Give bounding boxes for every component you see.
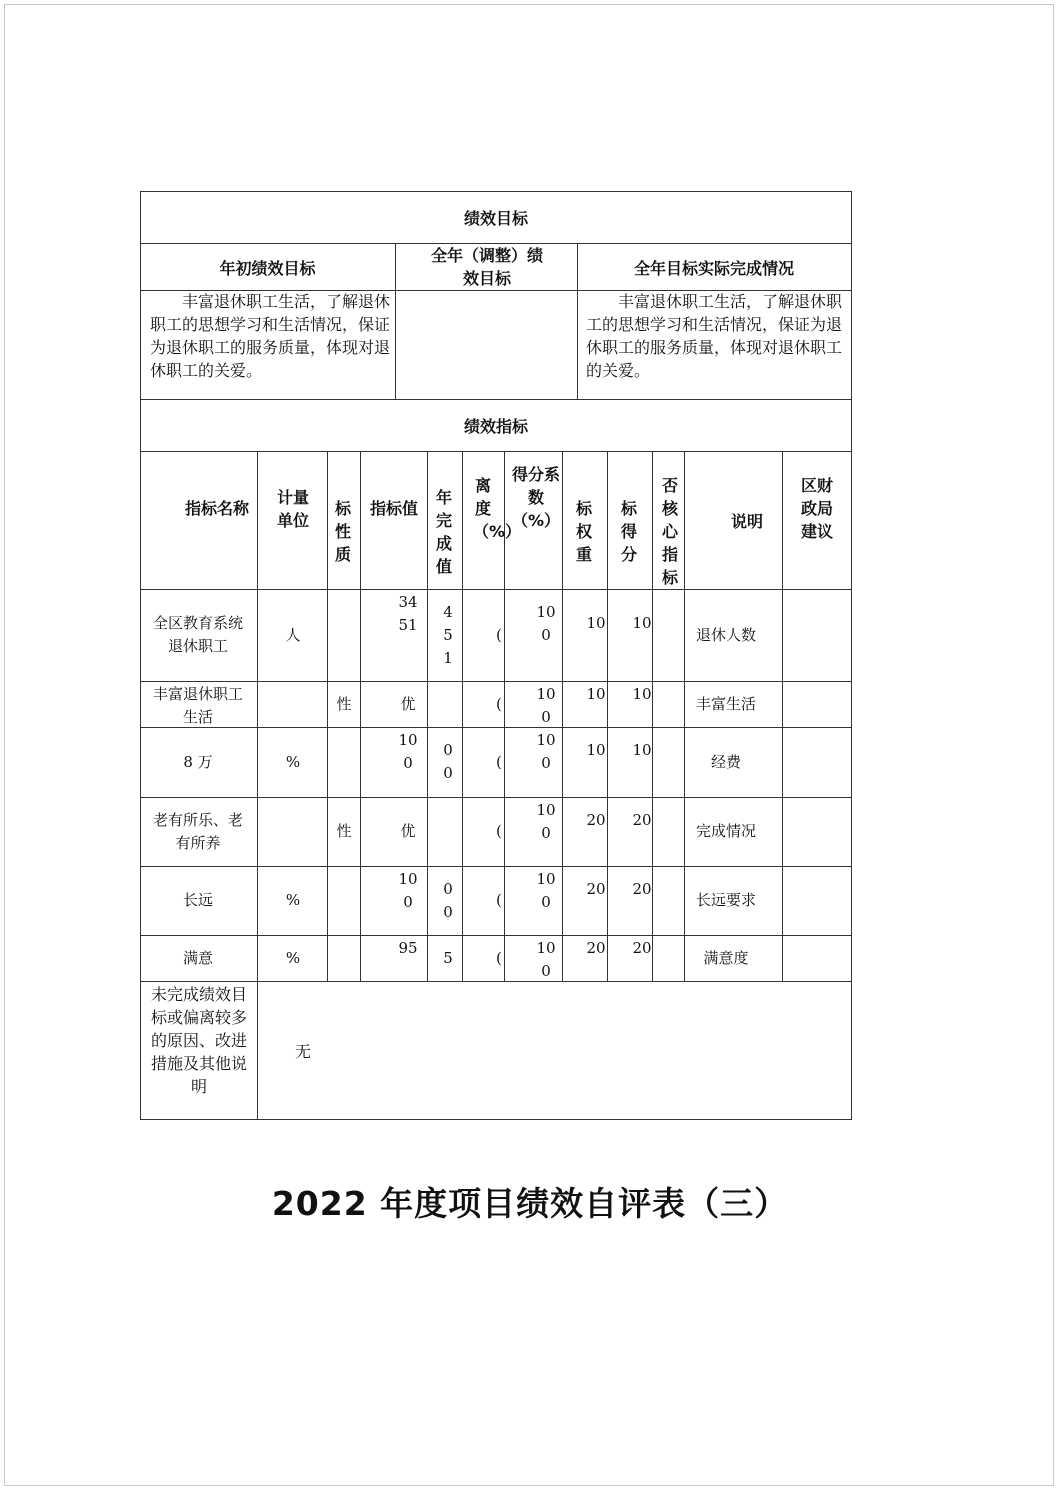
indicators-section-title: 绩效指标 bbox=[463, 417, 528, 436]
remarks-value: 无 bbox=[295, 1042, 312, 1061]
cell-desc: 满意度 bbox=[703, 948, 749, 967]
cell-nature: 性 bbox=[336, 822, 352, 840]
cell-weight: 20 bbox=[586, 879, 606, 898]
cell-desc: 丰富生活 bbox=[695, 694, 756, 713]
cell-nature: 性 bbox=[336, 694, 352, 713]
actual-completion-text: 丰富退休职工生活，了解退休职工的思想学习和生活情况，保证为退休职工的服务质量，体现对退休职工的关爱。 bbox=[586, 292, 843, 380]
cell-weight: 20 bbox=[586, 939, 606, 957]
cell-deviation: ( bbox=[496, 891, 502, 909]
cell-unit: % bbox=[285, 752, 301, 771]
header-indicator-name: 指标名称 bbox=[184, 499, 249, 518]
cell-name: 老有所乐、老有所养 bbox=[152, 810, 243, 852]
header-score-coefficient: 得分系数（%） bbox=[512, 465, 561, 530]
cell-target: 优 bbox=[400, 822, 416, 840]
cell-unit: % bbox=[285, 891, 301, 909]
cell-score: 10 bbox=[632, 685, 652, 703]
header-deviation: 离度（%） bbox=[473, 476, 522, 541]
cell-desc: 退休人数 bbox=[695, 625, 756, 644]
cell-target: 100 bbox=[398, 870, 418, 911]
actual-completion-header: 全年目标实际完成情况 bbox=[633, 259, 794, 278]
header-score: 标得分 bbox=[620, 499, 637, 564]
cell-coef: 100 bbox=[536, 685, 556, 726]
cell-coef: 100 bbox=[536, 731, 556, 772]
header-core: 否核心指标 bbox=[661, 476, 678, 587]
initial-goal-text: 丰富退休职工生活，了解退休职工的思想学习和生活情况，保证为退休职工的服务质量，体现对退休职工的关爱。 bbox=[150, 292, 391, 380]
cell-weight: 20 bbox=[586, 810, 606, 829]
header-actual: 年完成值 bbox=[435, 488, 452, 576]
cell-deviation: ( bbox=[496, 948, 502, 967]
header-unit: 计量单位 bbox=[276, 488, 309, 530]
cell-unit: % bbox=[285, 948, 301, 967]
cell-name: 8 万 bbox=[183, 752, 213, 771]
cell-weight: 10 bbox=[586, 614, 606, 632]
header-finance-advice: 区财政局建议 bbox=[800, 476, 833, 541]
cell-deviation: ( bbox=[496, 694, 502, 713]
cell-target: 100 bbox=[398, 731, 418, 772]
cell-unit: 人 bbox=[285, 625, 301, 644]
cell-target: 95 bbox=[398, 939, 418, 957]
cell-score: 10 bbox=[632, 741, 652, 759]
cell-target: 优 bbox=[400, 694, 416, 713]
cell-name: 长远 bbox=[182, 891, 213, 909]
cell-coef: 100 bbox=[536, 939, 556, 980]
header-target: 指标值 bbox=[370, 499, 419, 518]
header-description: 说明 bbox=[730, 512, 763, 531]
adjusted-goal-header: 全年（调整）绩效目标 bbox=[430, 246, 543, 288]
initial-goal-header: 年初绩效目标 bbox=[219, 259, 316, 278]
cell-actual: 5 bbox=[443, 948, 453, 967]
cell-deviation: ( bbox=[496, 625, 502, 644]
cell-name: 丰富退休职工生活 bbox=[152, 685, 243, 726]
cell-name: 全区教育系统退休职工 bbox=[152, 614, 243, 655]
cell-actual: 00 bbox=[443, 879, 453, 921]
cell-desc: 完成情况 bbox=[695, 822, 756, 840]
cell-deviation: ( bbox=[496, 822, 502, 840]
cell-coef: 100 bbox=[536, 870, 556, 911]
cell-actual: 00 bbox=[443, 741, 453, 782]
cell-deviation: ( bbox=[496, 752, 502, 771]
header-weight: 标权重 bbox=[575, 499, 592, 564]
cell-weight: 10 bbox=[586, 741, 606, 759]
cell-score: 20 bbox=[632, 810, 652, 829]
form-title: 2022 年度项目绩效自评表（三） bbox=[271, 1184, 789, 1223]
header-nature: 标性质 bbox=[334, 499, 351, 564]
cell-score: 10 bbox=[632, 614, 652, 632]
cell-score: 20 bbox=[632, 939, 652, 957]
goals-section-title: 绩效目标 bbox=[463, 209, 528, 228]
cell-desc: 经费 bbox=[710, 752, 741, 771]
cell-desc: 长远要求 bbox=[695, 891, 756, 909]
remarks-label: 未完成绩效目标或偏离较多的原因、改进措施及其他说明 bbox=[150, 985, 247, 1096]
cell-coef: 100 bbox=[536, 801, 556, 842]
cell-actual: 451 bbox=[443, 602, 453, 667]
cell-target: 3451 bbox=[398, 593, 418, 634]
cell-weight: 10 bbox=[586, 685, 606, 703]
cell-score: 20 bbox=[632, 879, 652, 898]
cell-name: 满意 bbox=[182, 948, 213, 967]
cell-coef: 100 bbox=[536, 602, 556, 644]
